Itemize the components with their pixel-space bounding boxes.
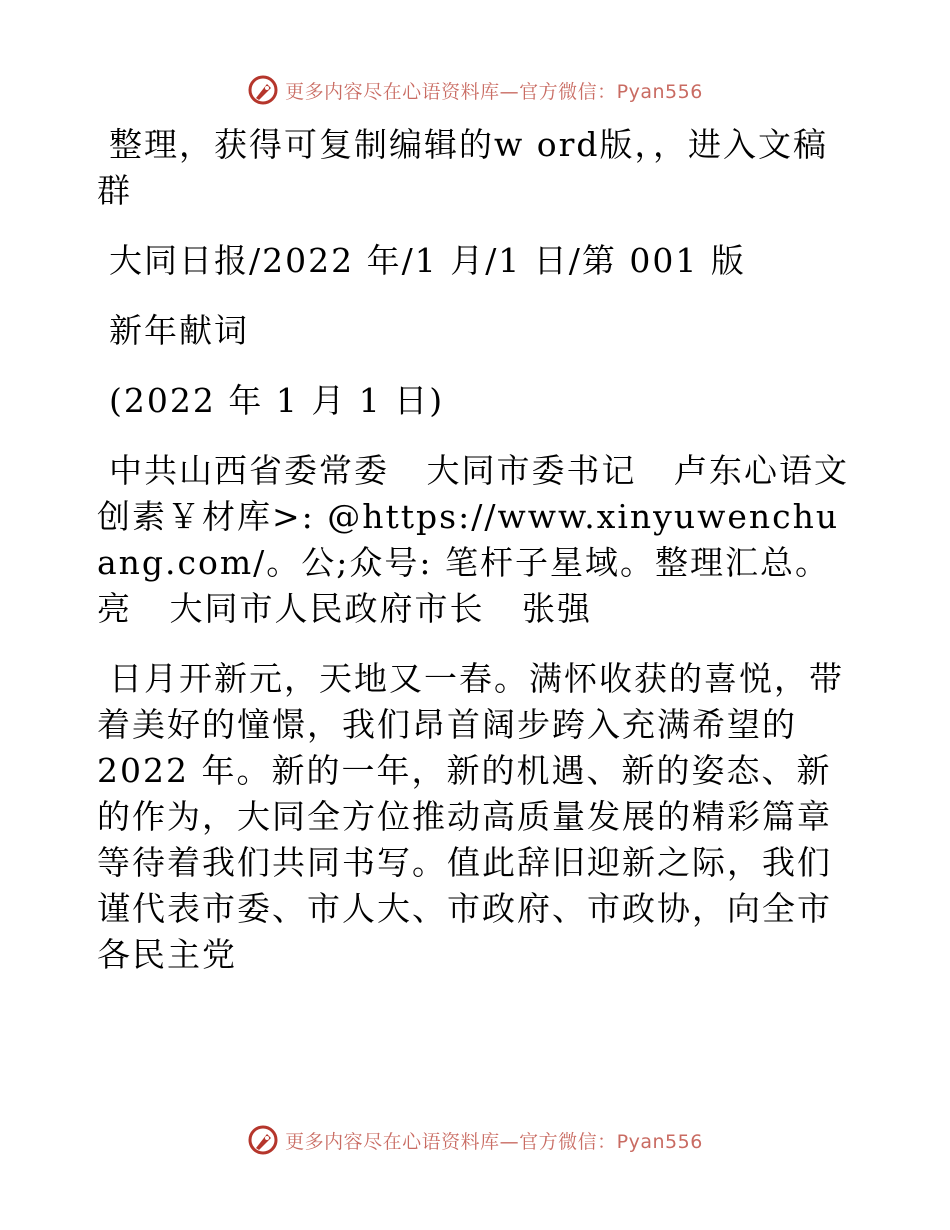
paragraph-article-title: 新年献词 xyxy=(109,311,249,350)
header-banner-text: 更多内容尽在心语资料库—官方微信：Pyan556 xyxy=(285,80,703,103)
footer-banner xyxy=(0,1120,950,1160)
paragraph-article-date: (2022 年 1 月 1 日) xyxy=(109,381,445,420)
header-banner xyxy=(0,70,950,110)
pen-nib-logo-icon xyxy=(247,1124,279,1156)
document-body xyxy=(97,122,853,1002)
paragraph-body-text: 日月开新元，天地又一春。满怀收获的喜悦，带着美好的憧憬，我们昂首阔步跨入充满希望的 2022 年。新的一年，新的机遇、新的姿态、新的作为，大同全方位推动高质量发展的精彩篇章等待着我们共同书写。值此辞旧迎新之际，我们谨代表市委、市人大、市政府、市政协，向全市各民主党 xyxy=(97,659,844,974)
pen-nib-logo-icon xyxy=(247,74,279,106)
paragraph-intro-note: 整理，获得可复制编辑的w ord版，，进入文稿群 xyxy=(97,125,829,210)
footer-banner-inner xyxy=(247,1124,703,1156)
paragraph-source-line: 大同日报/2022 年/1 月/1 日/第 001 版 xyxy=(109,241,746,280)
paragraph-authors: 中共山西省委常委 大同市委书记 卢东心语文创素￥材库>: @https://www.xinyuwenchuang.com/。公;众号: 笔杆子星域。整理汇总。亮 大同市人民政府市长 张强 xyxy=(97,451,849,628)
footer-banner-text: 更多内容尽在心语资料库—官方微信：Pyan556 xyxy=(285,1130,703,1153)
header-banner-inner xyxy=(247,74,703,106)
